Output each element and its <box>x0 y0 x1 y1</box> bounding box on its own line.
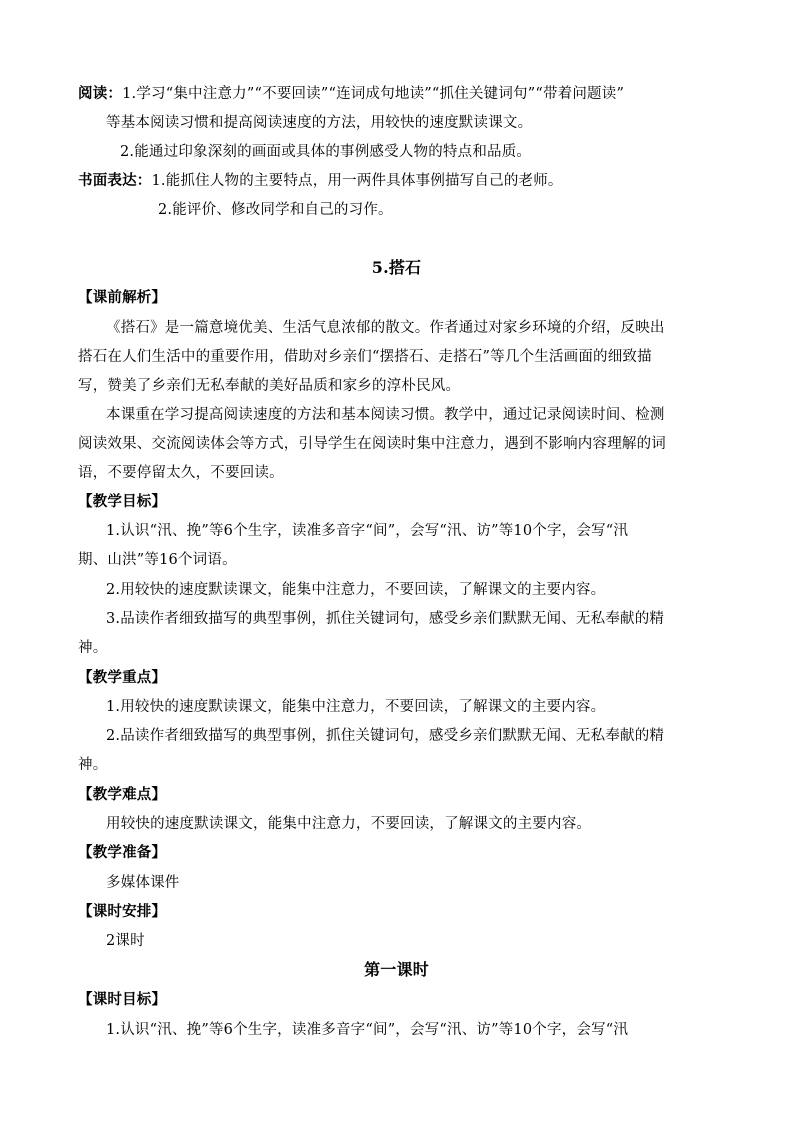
period-title: 第一课时 <box>364 960 429 979</box>
teaching-focus-2-line-1: 2.品读作者细致描写的典型事例，抓住关键词句，感受乡亲们默默无闻、无私奉献的精 <box>106 728 665 744</box>
analysis-p2-line-3: 语，不要停留太久，不要回读。 <box>78 465 284 481</box>
teaching-goal-1-line-1: 1.认识“汛、挽”等6个生字，读准多音字“间”，会写“汛、访”等10个字，会写“汛 <box>106 523 629 539</box>
writing-goal-line-2: 2.能评价、修改同学和自己的习作。 <box>158 202 393 218</box>
teaching-goals-header: 【教学目标】 <box>78 493 167 510</box>
teaching-goal-3-line-1: 3.品读作者细致描写的典型事例，抓住关键词句，感受乡亲们默默无闻、无私奉献的精 <box>106 611 665 627</box>
teaching-difficulty-header: 【教学难点】 <box>78 786 167 803</box>
teaching-focus-1: 1.用较快的速度默读课文，能集中注意力，不要回读，了解课文的主要内容。 <box>106 699 606 715</box>
analysis-p1-line-1: 《搭石》是一篇意境优美、生活气息浓郁的散文。作者通过对家乡环境的介绍，反映出 <box>106 320 665 336</box>
teaching-focus-header: 【教学重点】 <box>78 669 167 686</box>
writing-goal-line-1 <box>78 171 718 191</box>
analysis-p2-line-2: 阅读效果、交流阅读体会等方式，引导学生在阅读时集中注意力，遇到不影响内容理解的词 <box>78 436 666 452</box>
schedule: 2课时 <box>106 933 145 949</box>
period-goals-header: 【课时目标】 <box>78 991 167 1008</box>
teaching-goal-3-line-2: 神。 <box>78 640 108 656</box>
teaching-difficulty: 用较快的速度默读课文，能集中注意力，不要回读，了解课文的主要内容。 <box>106 816 592 832</box>
reading-label: 阅读： <box>78 85 123 102</box>
analysis-p1-line-2: 搭石在人们生活中的重要作用，借助对乡亲们“摆搭石、走搭石”等几个生活画面的细致描 <box>78 349 652 365</box>
reading-goal-line-3: 2.能通过印象深刻的画面或具体的事例感受人物的特点和品质。 <box>120 144 532 160</box>
lesson-title: 5.搭石 <box>371 258 422 277</box>
reading-goal-line-2: 等基本阅读习惯和提高阅读速度的方法，用较快的速度默读课文。 <box>106 115 533 131</box>
period-goal-1-line-1: 1.认识“汛、挽”等6个生字，读准多音字“间”，会写“汛、访”等10个字，会写“汛 <box>106 1022 629 1038</box>
analysis-p2-line-1: 本课重在学习提高阅读速度的方法和基本阅读习惯。教学中，通过记录阅读时间、检测 <box>106 407 665 423</box>
teaching-focus-2-line-2: 神。 <box>78 757 108 773</box>
writing-label: 书面表达： <box>78 172 152 189</box>
analysis-p1-line-3: 写，赞美了乡亲们无私奉献的美好品质和家乡的淳朴民风。 <box>78 378 461 394</box>
teaching-goal-2: 2.用较快的速度默读课文，能集中注意力，不要回读，了解课文的主要内容。 <box>106 582 606 598</box>
teaching-goal-1-line-2: 期、山洪”等16个词语。 <box>78 552 237 568</box>
reading-goal-line-1 <box>78 84 718 104</box>
writing-goal-text-1: 1.能抓住人物的主要特点，用一两件具体事例描写自己的老师。 <box>151 173 563 189</box>
analysis-header: 【课前解析】 <box>78 289 167 306</box>
schedule-header: 【课时安排】 <box>78 903 167 920</box>
teaching-prep: 多媒体课件 <box>106 875 180 891</box>
teaching-prep-header: 【教学准备】 <box>78 844 167 861</box>
reading-goal-text-1: 1.学习“集中注意力”“不要回读”“连词成句地读”“抓住关键词句”“带着问题读” <box>122 86 625 102</box>
